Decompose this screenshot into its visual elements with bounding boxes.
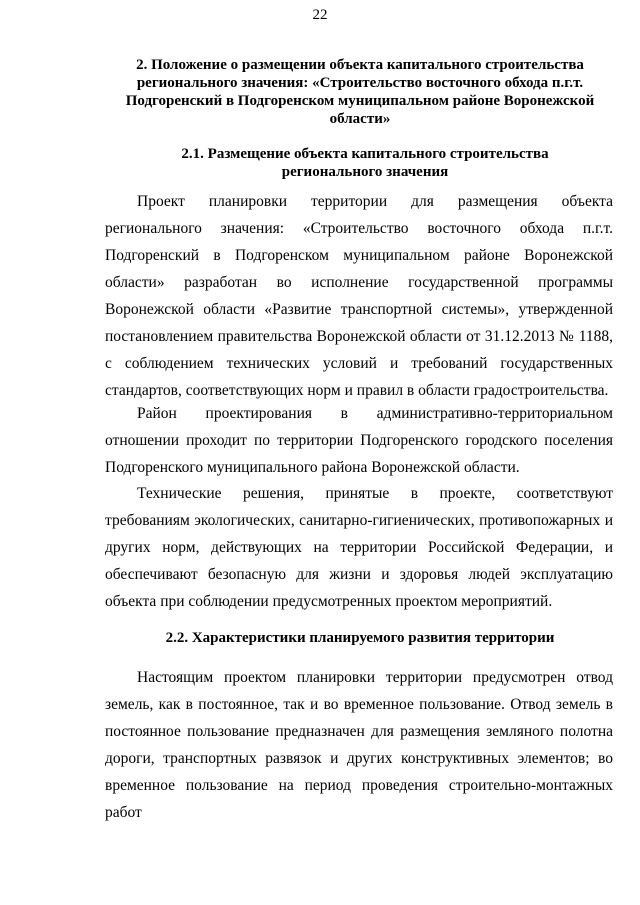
section-2-1-paragraph-3: Технические решения, принятые в проекте, соответствуют требованиям экологических, санитарно-гигиенических, противопожарных и других норм, действующих на территории Российской Федерации, и обеспечивают безопасную для жизни и здоровья людей эксплуатацию объекта при соблюдении предусмотренных проектом мероприятий. (105, 485, 613, 610)
section-2-1-paragraph-1: Проект планировки территории для размещения объекта регионального значения: «Строительство восточного обхода п.г.т. Подгоренский в Подгоренском муниципальном районе Воронежской области» разработан во исполнение государственной программы Воронежской области «Развитие транспортной системы», утвержденной постановлением правительства Воронежской области от 31.12.2013 № 1188, с соблюдением технических условий и требований государственных стандартов, соответствующих норм и правил в области градостроительства. (105, 193, 613, 399)
section-main-heading: 2. Положение о размещении объекта капитального строительства регионального значения: «Строительство восточного обхода п.г.т. Подгоренский в Подгоренском муниципальном районе Воронежской области» (125, 57, 595, 127)
section-2-1-heading: 2.1. Размещение объекта капитального строительства регионального значения (181, 146, 549, 180)
page-number: 22 (312, 7, 328, 23)
section-2-2-paragraph-1: Настоящим проектом планировки территории предусмотрен отвод земель, как в постоянное, так и во временное пользование. Отвод земель в постоянное пользование предназначен для размещения земляного полотна дороги, транспортных развязок и других конструктивных элементов; во временное пользование на период проведения строительно-монтажных работ (105, 669, 613, 821)
section-2-2-heading: 2.2. Характеристики планируемого развития территории (165, 630, 555, 646)
section-2-1-paragraph-2: Район проектирования в административно-территориальном отношении проходит по территории Подгоренского городского поселения Подгоренского муниципального района Воронежской области. (105, 405, 613, 476)
